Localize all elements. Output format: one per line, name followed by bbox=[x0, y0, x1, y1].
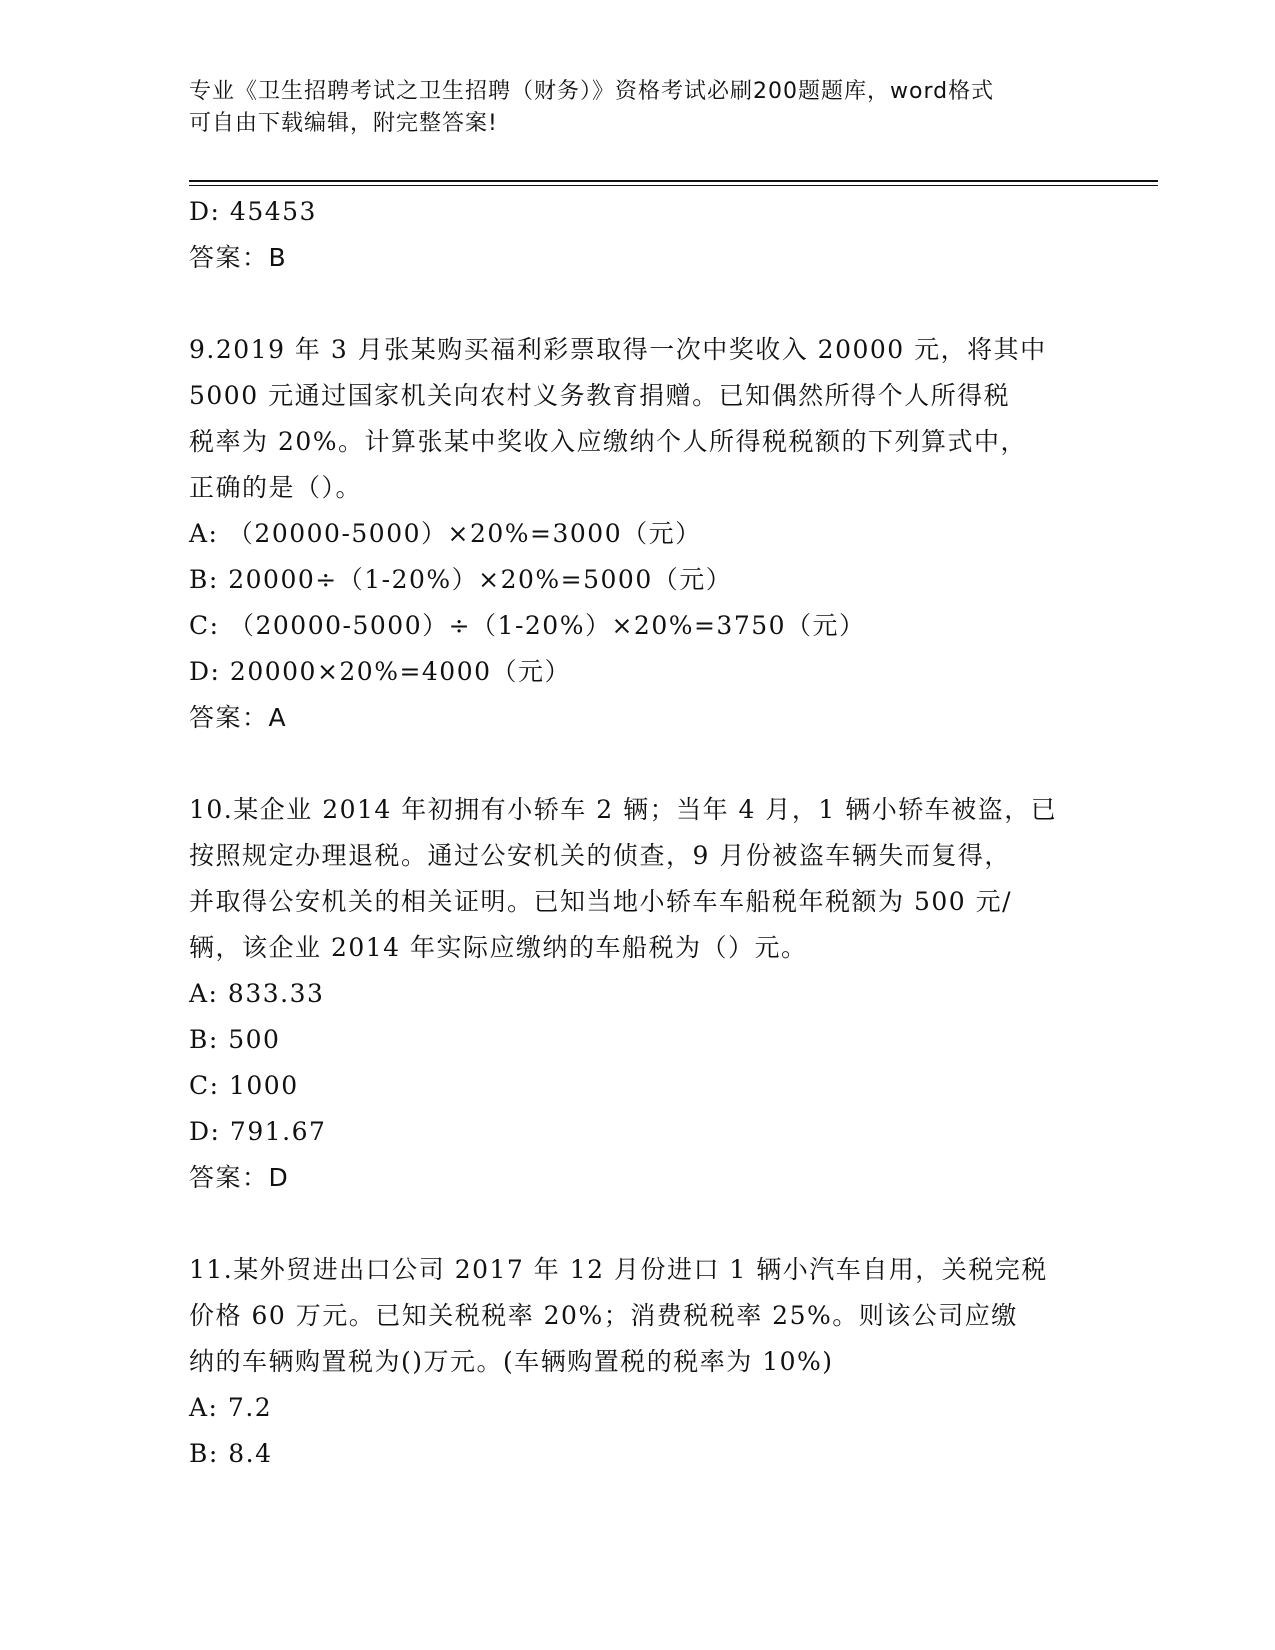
question-stem-line: 5000 元通过国家机关向农村义务教育捐赠。已知偶然所得个人所得税 bbox=[189, 381, 1011, 410]
question-content bbox=[189, 189, 1089, 1477]
question-stem-line: 按照规定办理退税。通过公安机关的侦查，9 月份被盗车辆失而复得， bbox=[189, 841, 1011, 870]
question-stem-line: 纳的车辆购置税为()万元。(车辆购置税的税率为 10%) bbox=[189, 1347, 834, 1376]
header-title-line-1: 专业《卫生招聘考试之卫生招聘（财务）》资格考试必刷200题题库，word格式 bbox=[189, 79, 995, 104]
header-rule-thick bbox=[189, 180, 1158, 182]
question-10 bbox=[189, 787, 1089, 1201]
option-d: D: 791.67 bbox=[189, 1117, 327, 1146]
option-a: A: （20000-5000）×20%=3000（元） bbox=[189, 519, 702, 548]
question-stem-line: 并取得公安机关的相关证明。已知当地小轿车车船税年税额为 500 元/ bbox=[189, 887, 1013, 916]
question-stem-line: 9.2019 年 3 月张某购买福利彩票取得一次中奖收入 20000 元，将其中 bbox=[189, 335, 1047, 364]
spacer bbox=[189, 741, 1089, 787]
option-a: A: 7.2 bbox=[189, 1393, 273, 1422]
spacer bbox=[189, 1201, 1089, 1247]
answer-line: 答案：D bbox=[189, 1163, 290, 1192]
question-9 bbox=[189, 327, 1089, 741]
previous-question-tail bbox=[189, 189, 1089, 281]
answer-line: 答案：A bbox=[189, 703, 288, 732]
answer-line: 答案：B bbox=[189, 243, 288, 272]
header-title-line-2: 可自由下载编辑，附完整答案! bbox=[189, 111, 498, 136]
option-b: B: 8.4 bbox=[189, 1439, 273, 1468]
question-stem-line: 11.某外贸进出口公司 2017 年 12 月份进口 1 辆小汽车自用，关税完税 bbox=[189, 1255, 1048, 1284]
question-11 bbox=[189, 1247, 1089, 1477]
question-stem-line: 价格 60 万元。已知关税税率 20%；消费税税率 25%。则该公司应缴 bbox=[189, 1301, 1018, 1330]
option-b: B: 500 bbox=[189, 1025, 281, 1054]
document-header bbox=[189, 76, 1069, 140]
option-b: B: 20000÷（1-20%）×20%=5000（元） bbox=[189, 565, 733, 594]
spacer bbox=[189, 281, 1089, 327]
option-d: D: 45453 bbox=[189, 197, 317, 226]
question-stem-line: 10.某企业 2014 年初拥有小轿车 2 辆；当年 4 月，1 辆小轿车被盗，已 bbox=[189, 795, 1058, 824]
option-a: A: 833.33 bbox=[189, 979, 325, 1008]
option-c: C: 1000 bbox=[189, 1071, 299, 1100]
question-stem-line: 正确的是（）。 bbox=[189, 473, 363, 502]
question-stem-line: 辆，该企业 2014 年实际应缴纳的车船税为（）元。 bbox=[189, 933, 808, 962]
question-stem-line: 税率为 20%。计算张某中奖收入应缴纳个人所得税税额的下列算式中， bbox=[189, 427, 1028, 456]
option-c: C: （20000-5000）÷（1-20%）×20%=3750（元） bbox=[189, 611, 866, 640]
option-d: D: 20000×20%=4000（元） bbox=[189, 657, 572, 686]
header-rule-thin bbox=[189, 185, 1158, 186]
